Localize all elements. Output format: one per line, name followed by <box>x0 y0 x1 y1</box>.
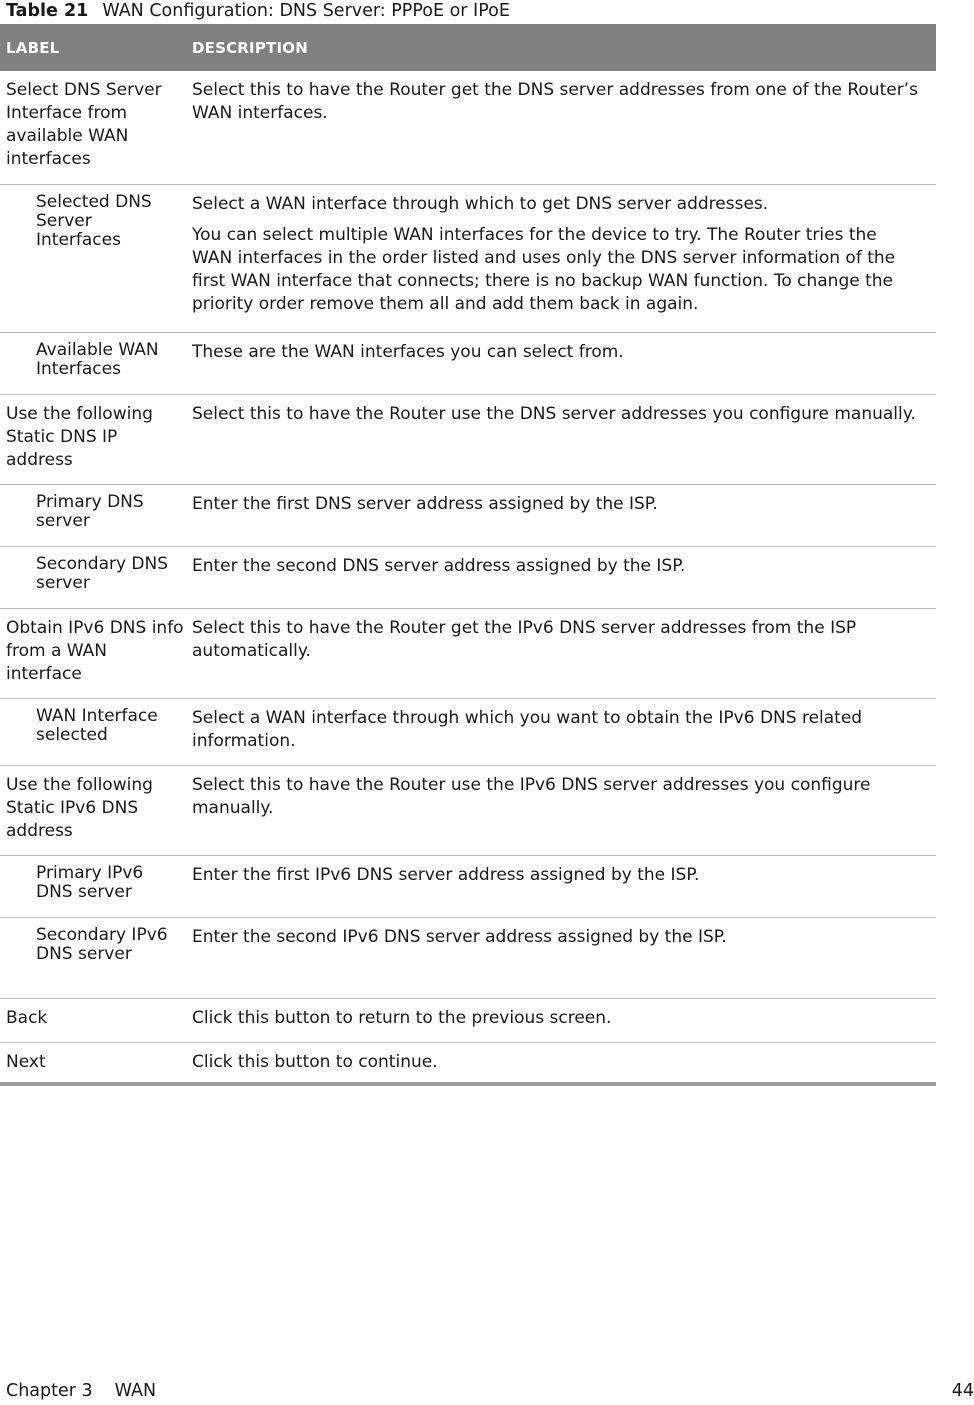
row-description <box>185 917 936 998</box>
row-description <box>185 71 936 184</box>
table-row <box>0 855 936 917</box>
row-label: WAN Interface selected <box>0 698 185 765</box>
description-text: These are the WAN interfaces you can select from. <box>192 341 624 362</box>
row-description <box>185 765 936 855</box>
description-column-header: DESCRIPTION <box>185 24 936 71</box>
description-text: Enter the second IPv6 DNS server address assigned by the ISP. <box>192 926 727 947</box>
row-label: Next <box>6 1051 46 1072</box>
row-description <box>185 332 936 394</box>
page-footer-chapter <box>6 1381 156 1401</box>
table-row <box>0 484 936 546</box>
table-number: Table 21 <box>6 1 89 21</box>
description-text: Select this to have the Router get the IPv6 DNS server addresses from the ISP automatically. <box>192 617 857 661</box>
row-label: Use the following Static IPv6 DNS address <box>0 765 185 855</box>
row-label: Back <box>0 998 185 1042</box>
wan-dns-table <box>0 24 936 1086</box>
description-text: Select this to have the Router use the IPv6 DNS server addresses you configure manually. <box>192 774 871 818</box>
chapter-number: Chapter 3 <box>6 1381 93 1401</box>
table-row <box>0 917 936 998</box>
table-row <box>0 332 936 394</box>
row-description <box>185 698 936 765</box>
row-description <box>185 1042 936 1084</box>
table-row <box>0 1042 936 1084</box>
table-row <box>0 394 936 484</box>
row-label: Primary DNS server <box>0 484 185 546</box>
row-description <box>185 998 936 1042</box>
table-title: WAN Configuration: DNS Server: PPPoE or IPoE <box>102 1 510 21</box>
label-column-header: LABEL <box>0 24 185 71</box>
row-description <box>185 546 936 608</box>
page-number: 44 <box>951 1381 974 1401</box>
description-text: Select this to have the Router use the DNS server addresses you configure manually. <box>192 403 916 424</box>
row-label: Available WAN Interfaces <box>0 332 185 394</box>
chapter-title: WAN <box>114 1381 157 1401</box>
row-description <box>185 184 936 332</box>
description-text: Click this button to return to the previous screen. <box>192 1007 612 1028</box>
row-description <box>185 608 936 698</box>
description-text: Click this button to continue. <box>192 1051 438 1072</box>
description-text: Enter the second DNS server address assigned by the ISP. <box>192 555 686 576</box>
table-row <box>0 765 936 855</box>
table-row <box>0 998 936 1042</box>
description-text: You can select multiple WAN interfaces for the device to try. The Router tries the WAN interfaces in the order listed and uses only the DNS server information of the first WAN interface that connects; there is no backup WAN function. To change the priority order remove them all and add them back in again. <box>192 224 896 314</box>
row-description <box>185 394 936 484</box>
description-text: Select a WAN interface through which you want to obtain the IPv6 DNS related information. <box>192 707 863 751</box>
row-label: Selected DNS Server Interfaces <box>0 184 185 332</box>
table-row <box>0 184 936 332</box>
table-caption <box>6 0 510 22</box>
table-header-row <box>0 24 936 71</box>
row-label: Primary IPv6 DNS server <box>0 855 185 917</box>
row-description <box>185 484 936 546</box>
table-row <box>0 698 936 765</box>
table-row <box>0 546 936 608</box>
row-label: Select DNS Server Interface from available WAN interfaces <box>0 71 185 184</box>
description-text: Enter the first IPv6 DNS server address assigned by the ISP. <box>192 864 700 885</box>
table-row <box>0 608 936 698</box>
row-label: Secondary DNS server <box>0 546 185 608</box>
row-description <box>185 855 936 917</box>
description-text: Enter the first DNS server address assigned by the ISP. <box>192 493 658 514</box>
description-text: Select a WAN interface through which to get DNS server addresses. <box>192 193 769 214</box>
row-label: Use the following Static DNS IP address <box>0 394 185 484</box>
row-label: Obtain IPv6 DNS info from a WAN interface <box>0 608 185 698</box>
table-row <box>0 71 936 184</box>
row-label: Secondary IPv6 DNS server <box>0 917 185 998</box>
description-text: Select this to have the Router get the DNS server addresses from one of the Router’s WAN interfaces. <box>192 80 918 123</box>
